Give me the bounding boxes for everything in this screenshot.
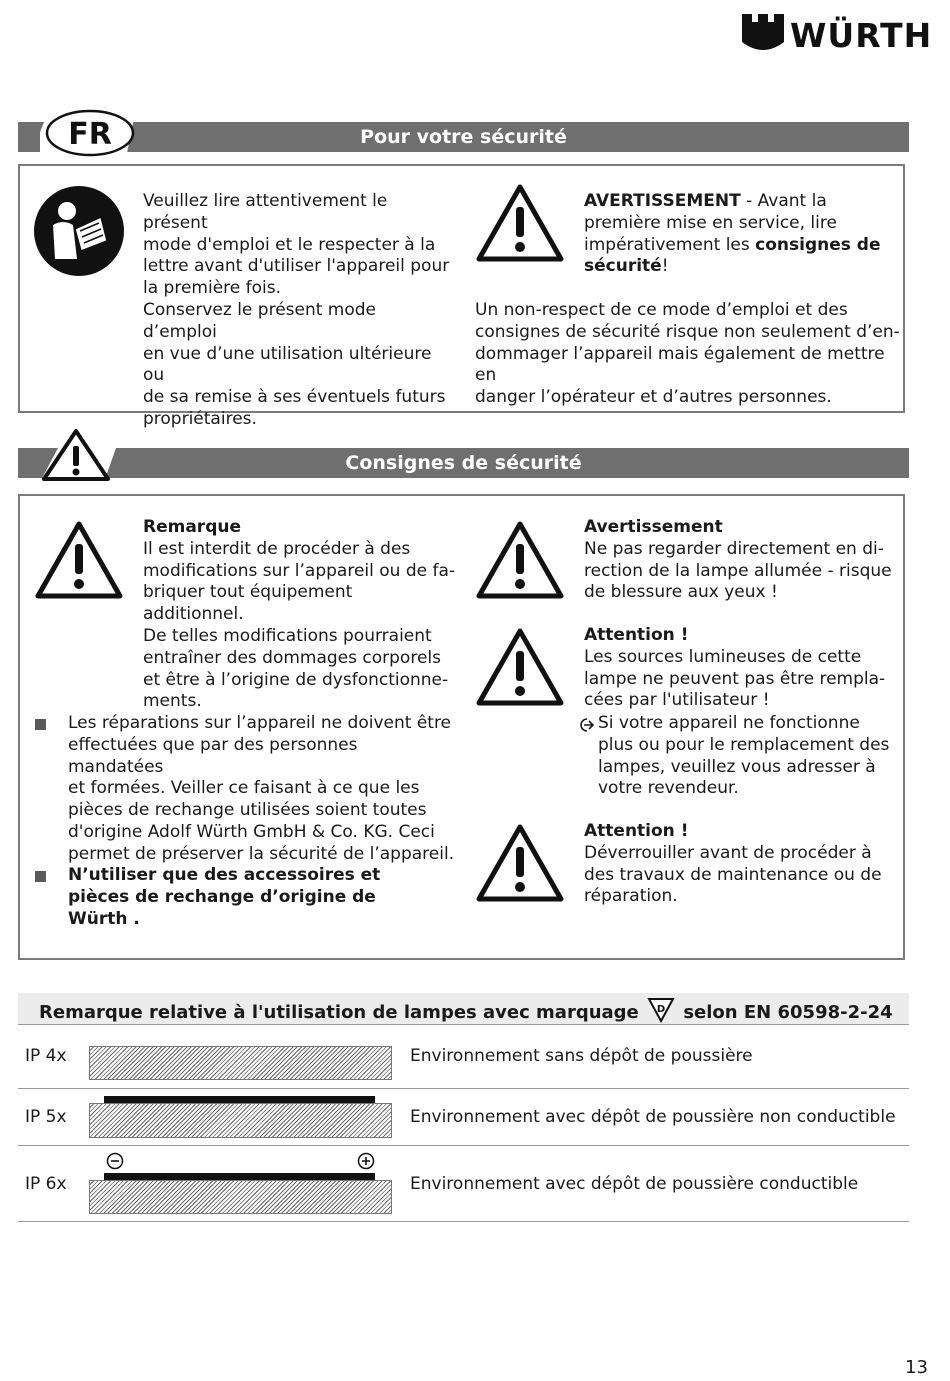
plus-icon — [357, 1152, 375, 1170]
brand-name: WÜRTH — [790, 16, 933, 55]
arrow-right-icon — [579, 717, 595, 733]
attention-maintenance-block — [584, 821, 904, 908]
ip-table-header — [18, 993, 909, 1025]
title-fragment: Remarque relative à l'utilisation de lampes avec marquage — [39, 1002, 639, 1023]
divider — [18, 1145, 909, 1146]
ip-description: Environnement sans dépôt de poussière — [410, 1046, 753, 1066]
divider — [18, 1088, 909, 1089]
avertissement-block — [584, 517, 904, 604]
text-line: ments. — [143, 691, 202, 712]
text-fragment: - Avant la — [740, 191, 827, 211]
divider — [18, 1221, 909, 1222]
divider — [18, 1024, 909, 1025]
warning-label: AVERTISSEMENT — [584, 191, 741, 211]
text-line: votre revendeur. — [598, 778, 739, 799]
text-line: de blessure aux yeux ! — [584, 582, 778, 603]
text-line: plus ou pour le remplacement des — [598, 734, 890, 755]
text-line: Si votre appareil ne fonctionne — [598, 713, 860, 733]
attention-title: Attention ! — [584, 821, 689, 841]
bullet-square — [35, 871, 46, 882]
text-line: Les sources lumineuses de cette — [584, 646, 862, 667]
hatch-surface — [89, 1046, 392, 1080]
text-line: propriétaires. — [143, 408, 257, 429]
text-line: en vue d’une utilisation ultérieure ou — [143, 343, 432, 386]
manual-instructions — [143, 191, 453, 431]
text-line: Conservez le présent mode d’emploi — [143, 299, 377, 342]
text-fragment: consignes de — [755, 234, 881, 255]
section-title: Consignes de sécurité — [345, 452, 582, 474]
ip-label: IP 5x — [25, 1107, 67, 1127]
text-fragment: impérativement les — [584, 234, 756, 255]
text-line: première mise en service, lire — [584, 212, 837, 233]
dust-layer — [104, 1096, 375, 1103]
attention-title: Attention ! — [584, 625, 689, 645]
remarque-block — [143, 517, 458, 713]
text-line: Il est interdit de procéder à des — [143, 538, 411, 559]
text-line: Würth . — [68, 908, 140, 929]
read-manual-icon — [33, 185, 125, 277]
section-header-instructions — [18, 448, 909, 478]
svg-text:D: D — [656, 1004, 666, 1015]
remarque-title: Remarque — [143, 517, 241, 537]
text-line: Veuillez lire attentivement le présent — [143, 191, 388, 233]
wurth-logo — [740, 12, 936, 58]
text-line: effectuées que par des personnes mandatées — [68, 734, 358, 777]
text-line: de sa remise à ses éventuels futurs — [143, 387, 446, 408]
warning-triangle-icon — [475, 627, 565, 707]
repair-instructions — [68, 713, 458, 866]
text-line: dommager l’appareil mais également de mettre en — [475, 343, 885, 386]
text-line: d'origine Adolf Würth GmbH & Co. KG. Ceci — [68, 821, 435, 842]
ip-label: IP 4x — [25, 1046, 67, 1066]
attention-lamp-block — [584, 625, 904, 712]
hatch-surface — [89, 1103, 392, 1138]
d-mark-icon — [647, 997, 675, 1023]
ip-table-title — [39, 997, 893, 1023]
warning-read-safety — [584, 191, 904, 278]
text-line: des travaux de maintenance ou de — [584, 864, 882, 885]
dust-layer — [104, 1173, 375, 1180]
hatch-surface — [89, 1180, 392, 1214]
text-line: Déverrouiller avant de procéder à — [584, 842, 872, 863]
page-number: 13 — [905, 1357, 928, 1378]
text-line: pièces de rechange utilisées soient toutes — [68, 800, 427, 821]
section-header-safety — [18, 122, 909, 152]
text-line: mode d'emploi et le respecter à la — [143, 234, 436, 255]
ip-description: Environnement avec dépôt de poussière conductible — [410, 1174, 859, 1194]
text-line: Un non-respect de ce mode d’emploi et des — [475, 300, 848, 320]
warning-triangle-icon — [475, 520, 565, 600]
warning-triangle-icon — [34, 520, 124, 600]
text-line: pièces de rechange d’origine de — [68, 886, 376, 907]
text-line: rection de la lampe allumée - risque — [584, 560, 892, 581]
text-line: permet de préserver la sécurité de l’appareil. — [68, 843, 455, 864]
language-badge — [40, 108, 136, 158]
text-line: Ne pas regarder directement en di- — [584, 538, 884, 559]
text-line: et être à l’origine de dysfonctionne- — [143, 669, 449, 690]
wurth-logo-icon — [740, 12, 786, 58]
ip-label: IP 6x — [25, 1174, 67, 1194]
text-line: entraîner des dommages corporels — [143, 647, 441, 668]
text-line: et formées. Veiller ce faisant à ce que les — [68, 778, 420, 799]
bullet-square — [35, 719, 46, 730]
language-code: FR — [68, 117, 112, 152]
text-fragment: sécurité — [584, 256, 662, 277]
text-line: danger l’opérateur et d’autres personnes. — [475, 387, 832, 408]
text-line: consignes de sécurité risque non seulement d’en- — [475, 321, 900, 342]
title-fragment: selon EN 60598-2-24 — [683, 1002, 893, 1023]
text-line: cées par l'utilisateur ! — [584, 690, 770, 711]
text-line: réparation. — [584, 886, 678, 907]
text-line: De telles modifications pourraient — [143, 625, 432, 646]
warning-triangle-icon — [475, 823, 565, 903]
dealer-contact-note — [598, 713, 908, 800]
original-parts-note — [68, 865, 458, 930]
text-line: lampes, veuillez vous adresser à — [598, 756, 876, 777]
text-line: modifications sur l’appareil ou de fa- — [143, 560, 456, 581]
section-warning-icon — [40, 428, 116, 482]
text-line: la première fois. — [143, 278, 282, 299]
section-title: Pour votre sécurité — [360, 126, 567, 148]
text-line: briquer tout équipement additionnel. — [143, 582, 353, 625]
text-line: lampe ne peuvent pas être rempla- — [584, 668, 886, 689]
text-line: Les réparations sur l’appareil ne doivent être — [68, 713, 452, 733]
text-line: N’utiliser que des accessoires et — [68, 865, 381, 885]
consequence-text — [475, 300, 905, 409]
ip-description: Environnement avec dépôt de poussière non conductible — [410, 1107, 896, 1127]
text-line: lettre avant d'utiliser l'appareil pour — [143, 256, 450, 277]
warning-triangle-icon — [475, 183, 565, 263]
avertissement-title: Avertissement — [584, 517, 723, 537]
minus-icon — [106, 1152, 124, 1170]
text-fragment: ! — [661, 256, 669, 277]
